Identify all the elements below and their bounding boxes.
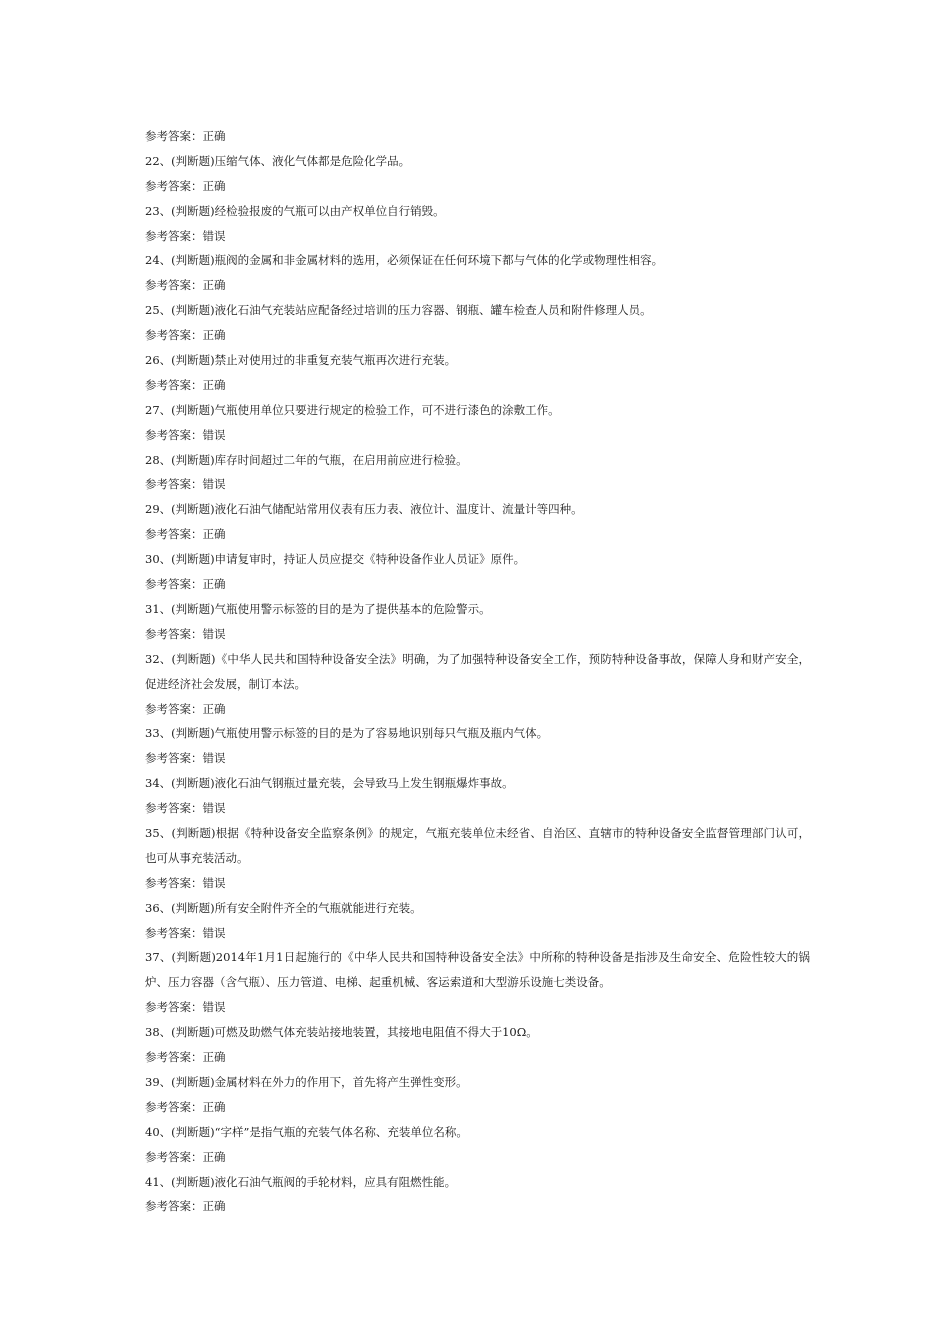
answer-line: 参考答案：正确: [145, 577, 226, 592]
answer-line: 参考答案：正确: [145, 1199, 226, 1214]
answer-line: 参考答案：错误: [145, 1000, 226, 1015]
answer-line: 参考答案：正确: [145, 328, 226, 343]
question-line: 29、(判断题)液化石油气储配站常用仪表有压力表、液位计、温度计、流量计等四种。: [145, 502, 583, 517]
question-line: 34、(判断题)液化石油气钢瓶过量充装，会导致马上发生钢瓶爆炸事故。: [145, 776, 514, 791]
question-line: 26、(判断题)禁止对使用过的非重复充装气瓶再次进行充装。: [145, 353, 457, 368]
question-line: 32、(判断题)《中华人民共和国特种设备安全法》明确，为了加强特种设备安全工作，预防特种设备事故，保障人身和财产安全，促进经济社会发展，制订本法。: [145, 651, 810, 691]
question-line: 38、(判断题)可燃及助燃气体充装站接地装置，其接地电阻值不得大于10Ω。: [145, 1025, 538, 1040]
answer-line: 参考答案：正确: [145, 377, 226, 392]
answer-line: 参考答案：正确: [145, 701, 226, 716]
answer-line: 参考答案：错误: [145, 427, 226, 442]
answer-line: 参考答案：正确: [145, 527, 226, 542]
question-line: 28、(判断题)库存时间超过二年的气瓶，在启用前应进行检验。: [145, 452, 468, 467]
answer-line: 参考答案：错误: [145, 228, 226, 243]
answer-line: 参考答案：错误: [145, 875, 226, 890]
answer-line: 参考答案：错误: [145, 477, 226, 492]
question-line: 39、(判断题)金属材料在外力的作用下，首先将产生弹性变形。: [145, 1074, 468, 1089]
question-line: 40、(判断题)“字样”是指气瓶的充装气体名称、充装单位名称。: [145, 1124, 468, 1139]
answer-line: 参考答案：错误: [145, 801, 226, 816]
question-line: 22、(判断题)压缩气体、液化气体都是危险化学品。: [145, 153, 411, 168]
question-line: 30、(判断题)申请复审时，持证人员应提交《特种设备作业人员证》原件。: [145, 552, 526, 567]
answer-line: 参考答案：正确: [145, 129, 226, 143]
answer-line: 参考答案：错误: [145, 925, 226, 940]
answer-line: 参考答案：正确: [145, 1050, 226, 1065]
question-line: 36、(判断题)所有安全附件齐全的气瓶就能进行充装。: [145, 900, 422, 915]
answer-line: 参考答案：正确: [145, 178, 226, 193]
question-line: 33、(判断题)气瓶使用警示标签的目的是为了容易地识别每只气瓶及瓶内气体。: [145, 726, 549, 741]
answer-line: 参考答案：正确: [145, 1149, 226, 1164]
answer-line: 参考答案：错误: [145, 751, 226, 766]
answer-line: 参考答案：错误: [145, 626, 226, 641]
question-line: 37、(判断题)2014年1月1日起施行的《中华人民共和国特种设备安全法》中所称的特种设备是指涉及生命安全、危险性较大的锅炉、压力容器（含气瓶）、压力管道、电梯、起重机械、客运索道和大型游乐设施七类设备。: [145, 950, 810, 990]
question-line: 23、(判断题)经检验报废的气瓶可以由产权单位自行销毁。: [145, 203, 445, 218]
question-line: 24、(判断题)瓶阀的金属和非金属材料的选用，必须保证在任何环境下都与气体的化学或物理性相容。: [145, 253, 664, 268]
question-line: 41、(判断题)液化石油气瓶阀的手轮材料，应具有阻燃性能。: [145, 1174, 457, 1189]
question-line: 35、(判断题)根据《特种设备安全监察条例》的规定，气瓶充装单位未经省、自治区、直辖市的特种设备安全监督管理部门认可，也可从事充装活动。: [145, 825, 810, 865]
document-page: [145, 124, 810, 1219]
question-line: 31、(判断题)气瓶使用警示标签的目的是为了提供基本的危险警示。: [145, 601, 491, 616]
answer-line: 参考答案：正确: [145, 278, 226, 293]
question-line: 25、(判断题)液化石油气充装站应配备经过培训的压力容器、钢瓶、罐车检查人员和附件修理人员。: [145, 303, 652, 318]
answer-line: 参考答案：正确: [145, 1099, 226, 1114]
question-line: 27、(判断题)气瓶使用单位只要进行规定的检验工作，可不进行漆色的涂敷工作。: [145, 402, 560, 417]
